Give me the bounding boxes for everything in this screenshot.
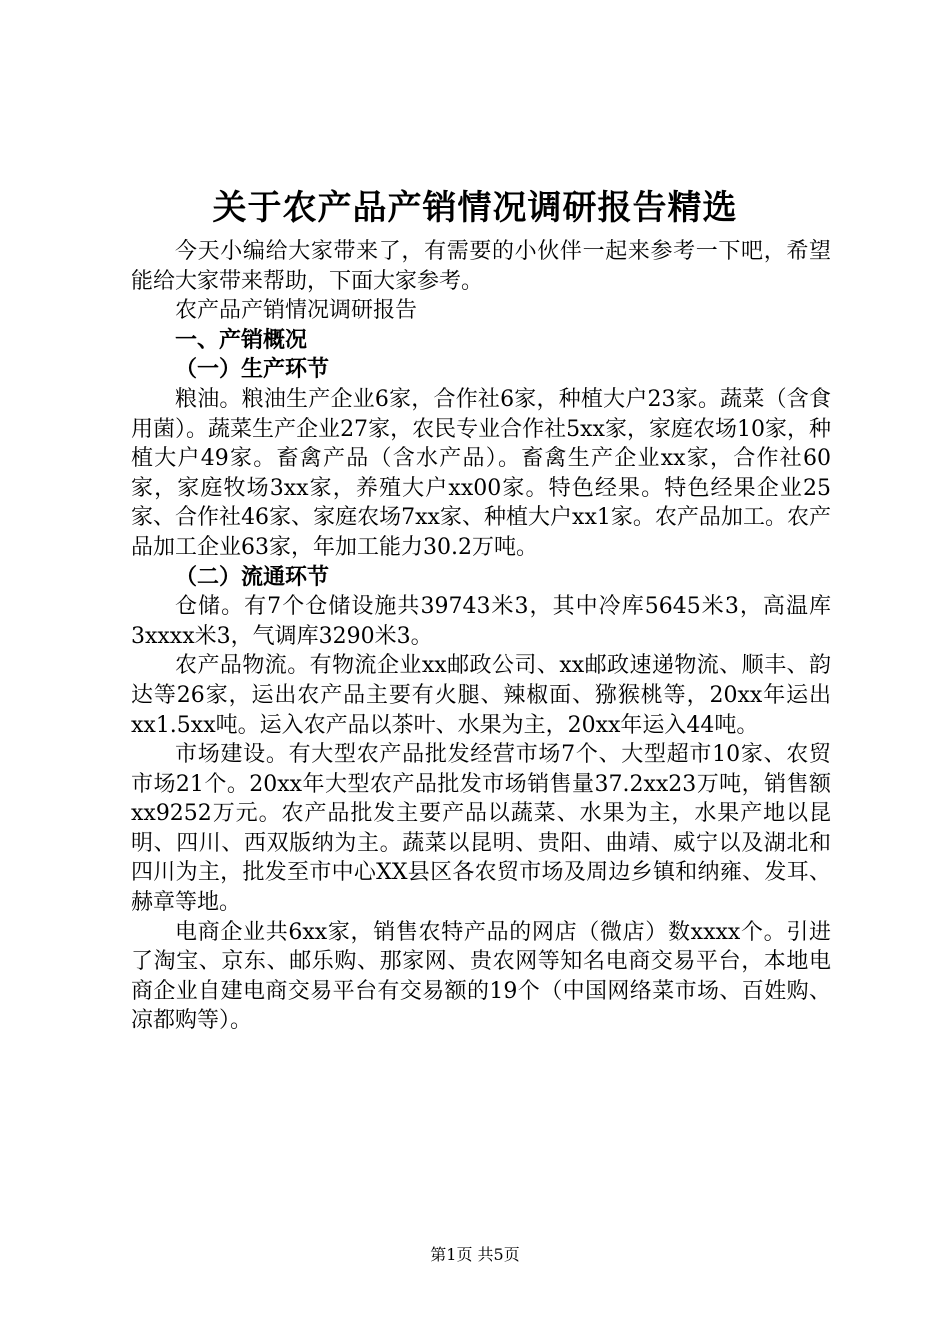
logistics-paragraph: 农产品物流。有物流企业xx邮政公司、xx邮政速递物流、顺丰、韵达等26家，运出农产品主要有火腿、辣椒面、猕猴桃等，20xx年运出xx1.5xx吨。运入农产品以茶叶、水果为主，20xx年运入44吨。	[131, 653, 831, 738]
intro-paragraph: 今天小编给大家带来了，有需要的小伙伴一起来参考一下吧，希望能给大家带来帮助，下面大家参考。	[131, 239, 831, 294]
document-body	[131, 237, 831, 1036]
ecommerce-paragraph: 电商企业共6xx家，销售农特产品的网店（微店）数xxxx个。引进了淘宝、京东、邮乐购、那家网、贵农网等知名电商交易平台，本地电商企业自建电商交易平台有交易额的19个（中国网络菜市场、百姓购、凉都购等）。	[131, 919, 831, 1034]
market-paragraph: 市场建设。有大型农产品批发经营市场7个、大型超市10家、农贸市场21个。20xx年大型农产品批发市场销售量37.2xx23万吨，销售额xx9252万元。农产品批发主要产品以蔬菜、水果为主，水果产地以昆明、四川、西双版纳为主。蔬菜以昆明、贵阳、曲靖、威宁以及湖北和四川为主，批发至市中心XX县区各农贸市场及周边乡镇和纳雍、发耳、赫章等地。	[131, 742, 831, 916]
subsection-heading-production: （一）生产环节	[175, 356, 330, 383]
section-heading: 一、产销概况	[175, 326, 308, 353]
production-paragraph: 粮油。粮油生产企业6家，合作社6家，种植大户23家。蔬菜（含食用菌）。蔬菜生产企业27家，农民专业合作社5xx家，家庭农场10家，种植大户49家。畜禽产品（含水产品）。畜禽生产企业xx家，合作社60家，家庭牧场3xx家，养殖大户xx00家。特色经果。特色经果企业25家、合作社46家、家庭农场7xx家、种植大户xx1家。农产品加工。农产品加工企业63家，年加工能力30.2万吨。	[131, 386, 831, 560]
storage-paragraph: 仓储。有7个仓储设施共39743米3，其中冷库5645米3，高温库3xxxx米3，气调库3290米3。	[131, 594, 831, 649]
document-title: 关于农产品产销情况调研报告精选	[212, 188, 738, 228]
report-name-line: 农产品产销情况调研报告	[175, 298, 418, 324]
subsection-heading-circulation: （二）流通环节	[175, 563, 330, 590]
page-footer: 第1页 共5页	[430, 1245, 520, 1264]
